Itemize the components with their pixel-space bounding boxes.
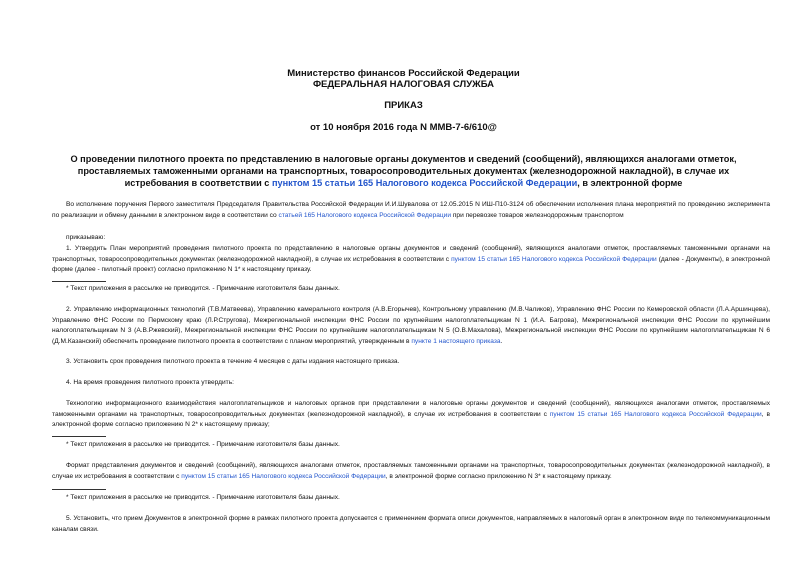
footnote-2: * Текст приложения в рассылке не приводится. - Примечание изготовителя базы данных.: [66, 441, 340, 448]
title-text-end: , в электронной форме: [577, 178, 683, 188]
title-code-link[interactable]: пунктом 15 статьи 165 Налогового кодекса Российской Федерации: [271, 178, 578, 188]
footnote-3: * Текст приложения в рассылке не приводится. - Примечание изготовителя базы данных.: [66, 494, 340, 501]
service-name: ФЕДЕРАЛЬНАЯ НАЛОГОВАЯ СЛУЖБА: [312, 79, 495, 90]
footnote-1: * Текст приложения в рассылке не приводится. - Примечание изготовителя базы данных.: [66, 285, 340, 292]
ministry-name: Министерство финансов Российской Федерации: [287, 68, 520, 79]
format-code-link[interactable]: пунктом 15 статьи 165 Налогового кодекса Российской Федерации: [181, 472, 386, 480]
item-1-paragraph: 1. Утвердить План мероприятий проведения пилотного проекта по представлению в налоговые органы документов и сведений (сообщений), являющихся аналогами отметок, проставляемых таможенными органами на транспортных, товаросопроводительных документах (железнодорожной накладной), в случае их истребования в соответствии с пунктом 15 статьи 165 Налогового кодекса Российской Федерации (далее - Документы), в электронной форме (далее - пилотный проект) согласно приложению N 1* к настоящему приказу.: [52, 245, 770, 274]
technology-code-link[interactable]: пунктом 15 статьи 165 Налогового кодекса Российской Федерации: [549, 410, 762, 418]
footnote-divider: [52, 489, 106, 490]
footnote-divider: [52, 436, 106, 437]
order-word: приказываю:: [66, 234, 106, 241]
item-1-code-link[interactable]: пунктом 15 статьи 165 Налогового кодекса Российской Федерации: [451, 255, 657, 263]
item-2-order-link[interactable]: пункте 1 настоящего приказа: [411, 337, 501, 345]
format-paragraph: Формат представления документов и сведений (сообщений), являющихся аналогами отметок, проставляемых таможенными органами на транспортных, товаросопроводительных документах (железнодорожной накладной), в случае их истребования в соответствии с пунктом 15 статьи 165 Налогового кодекса Российской Федерации, в электронной форме согласно приложению N 3* к настоящему приказу.: [52, 462, 770, 480]
preamble-paragraph: Во исполнение поручения Первого заместителя Председателя Правительства Российской Федерации И.И.Шувалова от 12.05.2015 N ИШ-П10-3124 об обеспечении исполнения плана мероприятий по проведению эксперимента по реализации и обмену данными в электронном виде в соответствии со статьей 165 Налогового кодекса Российской Федерации при перевозке товаров железнодорожным транспортом: [52, 201, 770, 219]
item-2-paragraph: 2. Управлению информационных технологий (Т.В.Матвеева), Управлению камерального контроля (А.В.Егорычев), Контрольному управлению (М.В.Чаликов), Управлению ФНС России по Кемеровской области (Л.А.Аршинцева), Управлению ФНС России по Пермскому краю (Л.Р.Стругова), Межрегиональной инспекции ФНС России по крупнейшим налогоплательщикам N 1 (И.А. Багрова), Межрегиональной инспекции ФНС России по крупнейшим налогоплательщикам N 3 (А.В.Ржевский), Межрегиональной инспекции ФНС России по крупнейшим налогоплательщикам N 5 (О.В.Махалова), Межрегиональной инспекции ФНС России по крупнейшим налогоплательщикам N 6 (Д.М.Казанский) обеспечить проведение пилотного проекта в соответствии с планом мероприятий, утвержденным в пункте 1 настоящего приказа.: [52, 306, 770, 345]
doc-date: от 10 ноября 2016 года N ММВ-7-6/610@: [310, 122, 497, 133]
footnote-divider: [52, 281, 106, 282]
technology-paragraph: Технологию информационного взаимодействия налогоплательщиков и налоговых органов при представлении в налоговые органы документов и сведений (сообщений), являющихся аналогами отметок, проставляемых таможенными органами на транспортных, товаросопроводительных документах (железнодорожной накладной), в случае их истребования в соответствии с пунктом 15 статьи 165 Налогового кодекса Российской Федерации, в электронной форме согласно приложению N 2* к настоящему приказу;: [52, 400, 770, 429]
item-5-paragraph: 5. Установить, что прием Документов в электронной форме в рамках пилотного проекта допускается с применением формата описи документов, направляемых в налоговый орган в электронном виде по телекоммуникационным каналам связи.: [52, 515, 770, 533]
item-3-paragraph: 3. Установить срок проведения пилотного проекта в течение 4 месяцев с даты издания настоящего приказа.: [66, 358, 400, 365]
item-4-paragraph: 4. На время проведения пилотного проекта утвердить:: [66, 379, 234, 386]
doc-type: ПРИКАЗ: [384, 100, 423, 111]
title-text: О проведении пилотного проекта по представлению в налоговые органы документов и сведений (сообщений), являющихся аналогами отметок, проставляемых таможенными органами на транспортных, товаросопроводительных документах (железнодорожной накладной), в случае их истребования в соответствии с: [70, 154, 737, 188]
preamble-code-link[interactable]: статьей 165 Налогового кодекса Российской Федерации: [278, 211, 452, 219]
document-title: [48, 153, 759, 189]
